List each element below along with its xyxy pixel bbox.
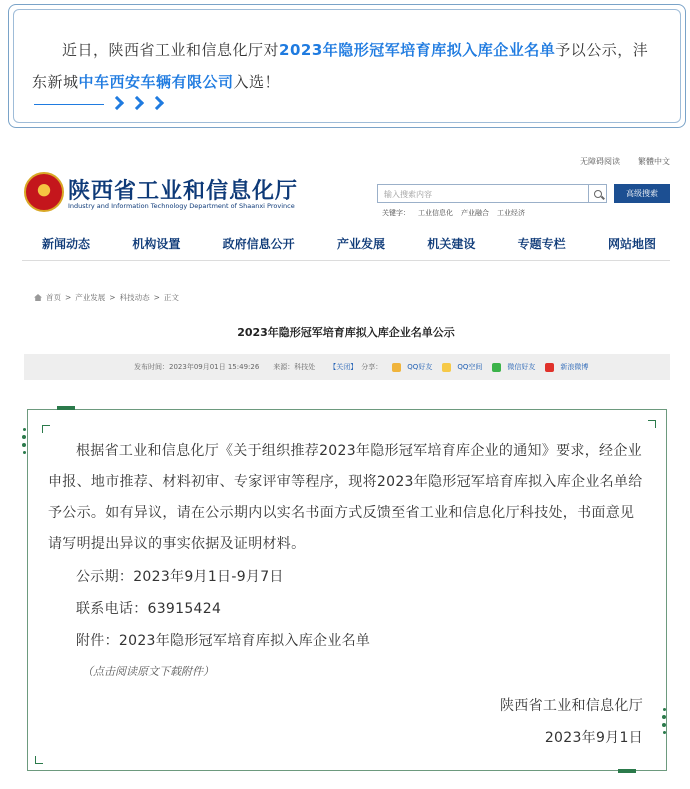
notice-body: 根据省工业和信息化厅《关于组织推荐2023年隐形冠军培育库企业的通知》要求，经企业申报、地市推荐、材料初审、专家评审等程序，现将2023年隐形冠军培育库拟入库企业名单给予公示。如有异议，请在公示期内以实名书面方式反馈至省工业和信息化厅科技处，书面意见请写明提出异议的事实依据及证明材料。: [48, 443, 643, 552]
frame-corner-top-right: [648, 420, 656, 428]
dot: [22, 443, 26, 447]
keyword-link[interactable]: 产业融合: [461, 209, 489, 217]
site-subtitle: Industry and Information Technology Department of Shaanxi Province: [68, 202, 295, 210]
chevron-right-icon: [130, 96, 144, 110]
keyword-link[interactable]: 工业经济: [497, 209, 525, 217]
weibo-icon: [545, 363, 554, 372]
frame-tab-top: [57, 406, 75, 410]
intro-divider: [34, 104, 104, 105]
notice-attachment: 附件：2023年隐形冠军培育库拟入库企业名单: [76, 633, 371, 649]
share-qzone[interactable]: QQ空间: [457, 363, 483, 371]
search-input[interactable]: 输入搜索内容: [377, 184, 607, 203]
dot: [662, 723, 666, 727]
intro-highlight-list-name: 2023年隐形冠军培育库拟入库企业名单: [279, 41, 556, 59]
intro-text-after: 入选！: [233, 73, 281, 91]
nav-divider: [22, 260, 670, 261]
frame-dots-right: [662, 708, 666, 734]
wechat-icon: [492, 363, 501, 372]
frame-dots-left: [22, 428, 26, 454]
frame-tab-bottom: [618, 769, 636, 773]
frame-corner-top-left: [42, 425, 50, 433]
home-icon: [34, 294, 42, 301]
breadcrumb-tech-news[interactable]: 科技动态: [119, 293, 150, 302]
nav-item-sitemap[interactable]: 网站地图: [607, 237, 656, 251]
intro-text-middle: 予以公示，沣东新城: [32, 41, 649, 91]
breadcrumb-current: 正文: [163, 293, 179, 302]
chevron-decoration: [112, 95, 162, 108]
qzone-icon: [442, 363, 451, 372]
site-top-links: [580, 156, 670, 167]
nav-item-news[interactable]: 新闻动态: [42, 237, 91, 251]
nav-item-organization[interactable]: 机构设置: [132, 237, 181, 251]
frame-corner-bottom-left: [35, 756, 43, 764]
article-meta-bar: [24, 354, 670, 380]
nav-item-industry[interactable]: 产业发展: [336, 237, 385, 251]
site-title: 陕西省工业和信息化厅: [68, 179, 299, 204]
article-title: 2023年隐形冠军培育库拟入库企业名单公示: [237, 326, 455, 339]
share-label: 分享：: [361, 363, 383, 371]
search-icon: [594, 190, 602, 198]
traditional-chinese-link[interactable]: 繁體中文: [638, 157, 670, 166]
qq-icon: [392, 363, 401, 372]
website-screenshot: [22, 148, 670, 384]
dot: [22, 435, 26, 439]
advanced-search-button[interactable]: 高级搜索: [614, 184, 670, 203]
notice-period: 公示期：2023年9月1日-9月7日: [76, 569, 284, 585]
notice-signature: 陕西省工业和信息化厅: [500, 698, 643, 714]
dot: [663, 708, 666, 711]
share-qq-friend[interactable]: QQ好友: [407, 363, 433, 371]
share-weibo[interactable]: 新浪微博: [560, 363, 589, 371]
close-link[interactable]: 【关闭】: [329, 363, 358, 371]
nav-item-topics[interactable]: 专题专栏: [517, 237, 566, 251]
breadcrumb-home[interactable]: 首页: [46, 293, 61, 302]
nav-item-agency[interactable]: 机关建设: [427, 237, 476, 251]
publish-time: 发布时间：2023年09月01日 15:49:26: [134, 363, 260, 371]
notice-date: 2023年9月1日: [544, 730, 643, 746]
breadcrumb-industry[interactable]: 产业发展: [75, 293, 106, 302]
keywords-label: 关键字：: [382, 209, 410, 217]
dot: [662, 715, 666, 719]
dot: [23, 428, 26, 431]
accessibility-link[interactable]: 无障碍阅读: [580, 157, 620, 166]
intro-highlight-company: 中车西安车辆有限公司: [78, 73, 234, 91]
national-emblem-icon: [24, 172, 64, 212]
search-button[interactable]: [588, 185, 606, 202]
dot: [23, 451, 26, 454]
nav-item-gov-info[interactable]: 政府信息公开: [222, 237, 295, 251]
chevron-right-icon: [150, 96, 164, 110]
keyword-link[interactable]: 工业信息化: [418, 209, 453, 217]
notice-phone: 联系电话：63915424: [76, 601, 222, 617]
read-original-hint[interactable]: （点击阅读原文下载附件）: [82, 665, 214, 678]
breadcrumb: 首页 > 产业发展 > 科技动态 > 正文: [34, 292, 179, 303]
article-source: 来源：科技处: [273, 363, 316, 371]
intro-text: [32, 34, 656, 98]
chevron-right-icon: [110, 96, 124, 110]
intro-text-before: 近日，陕西省工业和信息化厅对: [62, 41, 280, 59]
dot: [663, 731, 666, 734]
share-wechat[interactable]: 微信好友: [507, 363, 536, 371]
keywords-row: [382, 208, 525, 218]
main-nav: [22, 234, 670, 258]
